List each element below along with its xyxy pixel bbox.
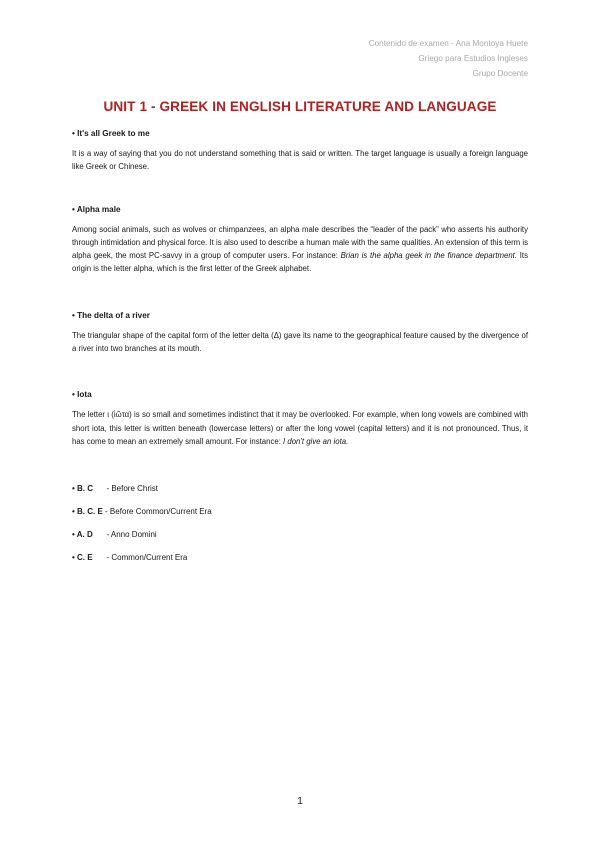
abbreviation-meaning: - Before Common/Current Era: [105, 507, 212, 517]
abbreviation-list: [72, 483, 528, 564]
section-body: [72, 408, 528, 448]
section-heading: • Iota: [72, 390, 92, 400]
section-body: The triangular shape of the capital form of the letter delta (Δ) gave its name to the geographical feature caused by the divergence of a river into two branches at its mouth.: [72, 330, 528, 354]
section-all-greek: [72, 128, 528, 174]
header-group: Grupo Docente: [472, 69, 528, 78]
example-sentence: Brian is the alpha geek in the finance department.: [340, 251, 517, 261]
document-title: UNIT 1 - GREEK IN ENGLISH LITERATURE AND LANGUAGE: [103, 99, 497, 114]
abbreviation-code: • B. C: [72, 484, 94, 494]
body-text: Its origin is the letter alpha, which is the first letter of the Greek alphabet.: [72, 251, 528, 274]
body-text: Among social animals, such as wolves or chimpanzees, an alpha male describes the “leader of the pack” who asserts his authority through intimidation and physical force. It is also used to describe a human male with the same qualities. An extension of this term is alpha geek, the most PC-savvy in a group of computer users. For instance:: [72, 224, 528, 261]
section-body: [72, 223, 528, 276]
abbreviation-item: [72, 483, 528, 495]
section-heading: • The delta of a river: [72, 310, 150, 320]
abbreviation-code: • C. E: [72, 553, 93, 563]
document-page: [72, 36, 528, 575]
abbreviation-meaning: - Common/Current Era: [106, 553, 188, 563]
abbreviation-item: [72, 529, 528, 541]
abbreviation-item: [72, 506, 528, 518]
example-sentence: I don't give an iota.: [283, 436, 349, 446]
section-body: It is a way of saying that you do not understand something that is said or written. The target language is usually a foreign language like Greek or Chinese.: [72, 149, 528, 172]
section-heading: • It's all Greek to me: [72, 129, 150, 138]
header-course: Griego para Estudios Ingleses: [418, 54, 528, 63]
abbreviation-code: • A. D: [72, 530, 93, 540]
section-heading: • Alpha male: [72, 204, 121, 214]
section-alpha-male: [72, 204, 528, 276]
abbreviation-meaning: - Before Christ: [106, 484, 159, 494]
header-author: Contenido de examen - Ana Montoya Huete: [368, 39, 528, 48]
page-number: 1: [297, 795, 303, 807]
abbreviation-meaning: - Anno Domini: [106, 530, 157, 540]
section-iota: [72, 389, 528, 448]
abbreviation-code: • B. C. E: [72, 507, 103, 517]
section-delta: [72, 310, 528, 356]
body-text: The letter ι (ἰῶτα) is so small and sometimes indistinct that it may be overlooked. For example, when long vowels are combined with short iota, this letter is written beneath (lowercase letters) or after the long vowel (capital letters) and it is not pronounced. Thus, it has come to mean an extremely small amount. For instance:: [72, 410, 528, 446]
page-header: [72, 36, 528, 81]
abbreviation-item: [72, 552, 528, 564]
